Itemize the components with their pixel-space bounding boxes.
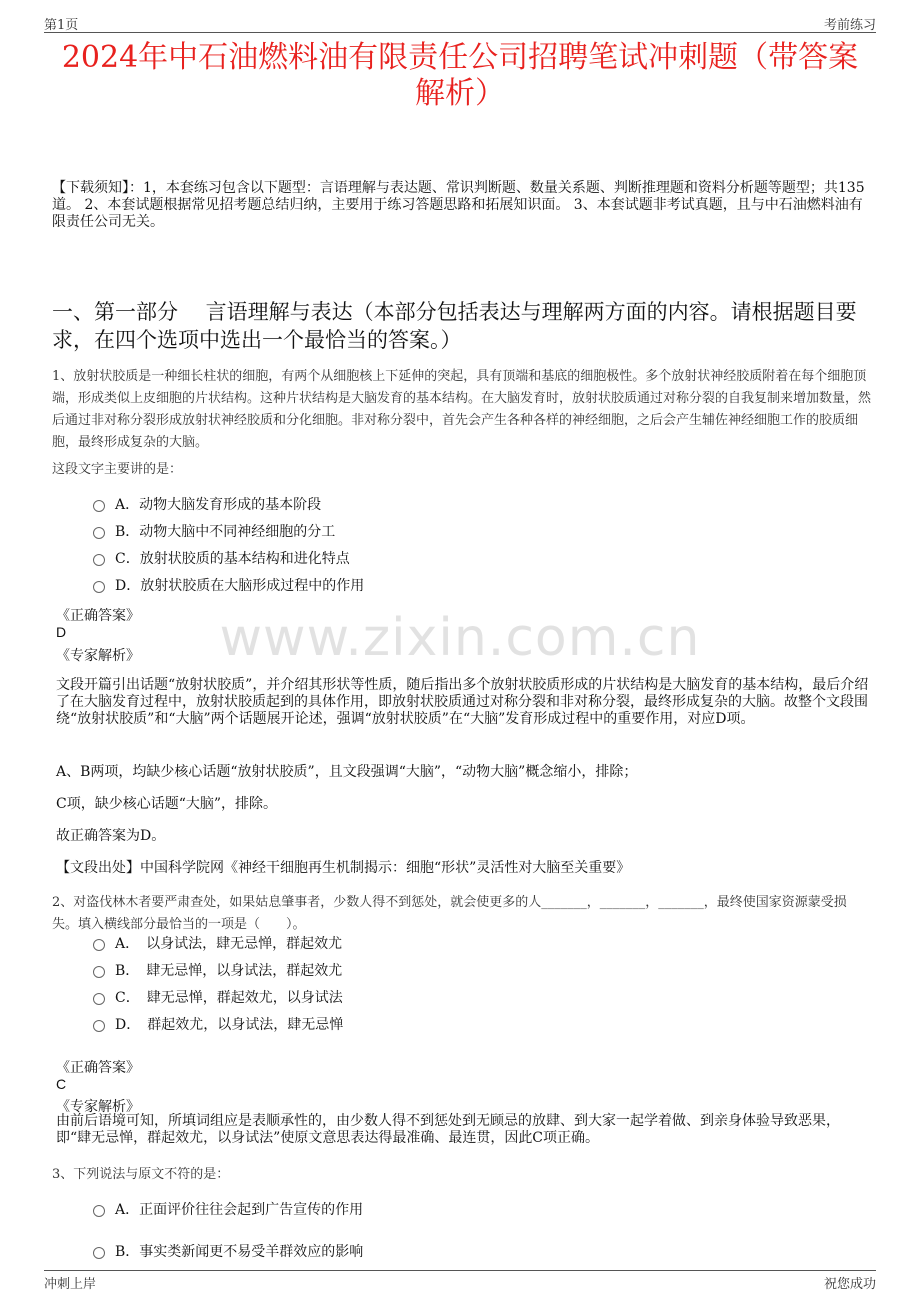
radio-icon[interactable] (93, 1205, 105, 1217)
q1-option-b[interactable]: B．动物大脑中不同神经细胞的分工 (93, 522, 335, 542)
radio-icon[interactable] (93, 527, 105, 539)
q3-option-a[interactable]: A．正面评价往往会起到广告宣传的作用 (93, 1200, 363, 1220)
radio-icon[interactable] (93, 554, 105, 566)
q1-analysis-para: 故正确答案为D。 (56, 828, 166, 844)
q2-stem: 2、对盗伐林木者要严肃查处，如果姑息肇事者，少数人得不到惩处，就会使更多的人_______，_______，_______，最终使国家资源蒙受损失。填入横线部分最恰当的一项是（ ）。 (52, 895, 847, 932)
q2-answer: C (56, 1076, 67, 1092)
q1-stem: 1、放射状胶质是一种细长柱状的细胞，有两个从细胞核上下延伸的突起，具有顶端和基底的细胞极性。多个放射状神经胶质附着在每个细胞顶端，形成类似上皮细胞的片状结构。这种片状结构是大脑发育的基本结构。在大脑发育时，放射状胶质通过对称分裂的自我复制来增加数量，然后通过非对称分裂形成放射状神经胶质和分化细胞。非对称分裂中，首先会产生各种各样的神经细胞，之后会产生辅佐神经细胞工作的胶质细胞，最终形成复杂的大脑。 (52, 369, 872, 450)
q1-analysis-label: 《专家解析》 (56, 648, 140, 664)
q1-option-a[interactable]: A．动物大脑发育形成的基本阶段 (93, 495, 321, 515)
q2-answer-label: 《正确答案》 (56, 1060, 140, 1076)
q2-option-c[interactable]: C． 肆无忌惮，群起效尤，以身试法 (93, 988, 343, 1008)
watermark: www.zixin.com.cn (219, 608, 701, 668)
q1-source: 【文段出处】中国科学院网《神经干细胞再生机制揭示：细胞“形状”灵活性对大脑至关重要》 (56, 860, 631, 876)
page-number: 第1页 (44, 18, 79, 33)
footer-left: 冲刺上岸 (44, 1277, 97, 1292)
q1-option-d[interactable]: D．放射状胶质在大脑形成过程中的作用 (93, 576, 364, 596)
radio-icon[interactable] (93, 581, 105, 593)
footer-right: 祝您成功 (823, 1277, 876, 1292)
q1-analysis-para: 文段开篇引出话题“放射状胶质”，并介绍其形状等性质，随后指出多个放射状胶质形成的片状结构是大脑发育的基本结构，最后介绍了在大脑发育过程中，放射状胶质起到的具体作用，即放射状胶质通过对称分裂和非对称分裂，最终形成复杂的大脑。故整个文段围绕“放射状胶质”和“大脑”两个话题展开论述，强调“放射状胶质”在“大脑”发育形成过程中的重要作用，对应D项。 (56, 677, 869, 727)
document-title: 2024年中石油燃料油有限责任公司招聘笔试冲刺题（带答案解析） (61, 40, 859, 111)
radio-icon[interactable] (93, 966, 105, 978)
q2-option-b[interactable]: B． 肆无忌惮，以身试法，群起效尤 (93, 961, 342, 981)
download-notice: 【下载须知】：1，本套练习包含以下题型：言语理解与表达题、常识判断题、数量关系题、判断推理题和资料分析题等题型；共135道。 2、本套试题根据常见招考题总结归纳，主要用于练习答题思路和拓展知识面。 3、本套试题非考试真题，且与中石油燃料油有限责任公司无关。 (52, 180, 865, 230)
header-tag: 考前练习 (823, 18, 876, 33)
q1-option-c[interactable]: C．放射状胶质的基本结构和进化特点 (93, 549, 350, 569)
q2-option-a[interactable]: A． 以身试法，肆无忌惮，群起效尤 (93, 934, 342, 954)
section-heading: 一、第一部分 言语理解与表达（本部分包括表达与理解两方面的内容。请根据题目要求，在四个选项中选出一个最恰当的答案。） (52, 300, 857, 352)
q1-analysis-para: A、B两项，均缺少核心话题“放射状胶质”，且文段强调“大脑”，“动物大脑”概念缩小，排除； (56, 764, 638, 780)
radio-icon[interactable] (93, 500, 105, 512)
q2-analysis-label: 《专家解析》 (56, 1099, 140, 1115)
radio-icon[interactable] (93, 1247, 105, 1259)
q1-analysis-para: C项，缺少核心话题“大脑”，排除。 (56, 796, 278, 812)
page-header (44, 10, 876, 32)
radio-icon[interactable] (93, 993, 105, 1005)
q3-stem: 3、下列说法与原文不符的是： (52, 1167, 230, 1182)
q2-analysis: 由前后语境可知，所填词组应是表顺承性的，由少数人得不到惩处到无顾忌的放肆、到大家一起学着做、到亲身体验导致恶果，即“肆无忌惮，群起效尤，以身试法”使原文意思表达得最准确、最连贯，因此C项正确。 (56, 1113, 840, 1146)
q1-answer: D (56, 624, 67, 640)
radio-icon[interactable] (93, 1020, 105, 1032)
radio-icon[interactable] (93, 939, 105, 951)
q1-question: 这段文字主要讲的是： (52, 462, 183, 477)
footer-divider (44, 1270, 876, 1271)
q1-answer-label: 《正确答案》 (56, 608, 140, 624)
q2-option-d[interactable]: D． 群起效尤，以身试法，肆无忌惮 (93, 1015, 343, 1035)
header-divider (44, 32, 876, 33)
q3-option-b[interactable]: B．事实类新闻更不易受羊群效应的影响 (93, 1242, 363, 1262)
